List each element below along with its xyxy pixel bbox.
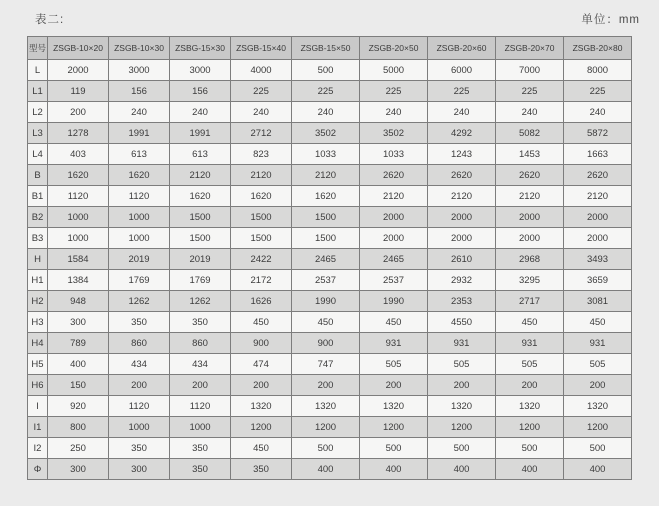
value-cell: 300 xyxy=(48,312,109,333)
value-cell: 2610 xyxy=(428,249,496,270)
value-cell: 948 xyxy=(48,291,109,312)
row-label: I xyxy=(28,396,48,417)
value-cell: 860 xyxy=(170,333,231,354)
value-cell: 434 xyxy=(109,354,170,375)
value-cell: 2120 xyxy=(564,186,632,207)
row-label: H1 xyxy=(28,270,48,291)
value-cell: 3502 xyxy=(292,123,360,144)
value-cell: 450 xyxy=(360,312,428,333)
value-cell: 225 xyxy=(428,81,496,102)
value-cell: 1584 xyxy=(48,249,109,270)
value-cell: 150 xyxy=(48,375,109,396)
value-cell: 7000 xyxy=(496,60,564,81)
value-cell: 931 xyxy=(564,333,632,354)
header-col: ZSGB-15×50 xyxy=(292,37,360,60)
value-cell: 505 xyxy=(360,354,428,375)
value-cell: 225 xyxy=(231,81,292,102)
value-cell: 2120 xyxy=(231,165,292,186)
value-cell: 200 xyxy=(231,375,292,396)
value-cell: 1262 xyxy=(109,291,170,312)
value-cell: 240 xyxy=(109,102,170,123)
value-cell: 400 xyxy=(564,459,632,480)
value-cell: 1384 xyxy=(48,270,109,291)
table-row xyxy=(28,354,632,375)
value-cell: 4550 xyxy=(428,312,496,333)
value-cell: 8000 xyxy=(564,60,632,81)
value-cell: 240 xyxy=(360,102,428,123)
value-cell: 1320 xyxy=(360,396,428,417)
row-label: L4 xyxy=(28,144,48,165)
value-cell: 225 xyxy=(360,81,428,102)
value-cell: 350 xyxy=(170,312,231,333)
value-cell: 1320 xyxy=(292,396,360,417)
row-label: B2 xyxy=(28,207,48,228)
row-label: H3 xyxy=(28,312,48,333)
value-cell: 434 xyxy=(170,354,231,375)
value-cell: 900 xyxy=(292,333,360,354)
value-cell: 1200 xyxy=(564,417,632,438)
value-cell: 1200 xyxy=(428,417,496,438)
value-cell: 1500 xyxy=(292,228,360,249)
row-label: I1 xyxy=(28,417,48,438)
value-cell: 200 xyxy=(564,375,632,396)
value-cell: 400 xyxy=(48,354,109,375)
value-cell: 2000 xyxy=(428,228,496,249)
value-cell: 1626 xyxy=(231,291,292,312)
value-cell: 1320 xyxy=(564,396,632,417)
value-cell: 400 xyxy=(496,459,564,480)
value-cell: 2000 xyxy=(564,207,632,228)
value-cell: 450 xyxy=(292,312,360,333)
table-caption: 表二: xyxy=(35,14,65,26)
value-cell: 2172 xyxy=(231,270,292,291)
value-cell: 240 xyxy=(496,102,564,123)
value-cell: 2422 xyxy=(231,249,292,270)
value-cell: 1500 xyxy=(231,207,292,228)
value-cell: 2712 xyxy=(231,123,292,144)
row-label: B xyxy=(28,165,48,186)
value-cell: 474 xyxy=(231,354,292,375)
value-cell: 240 xyxy=(292,102,360,123)
value-cell: 1620 xyxy=(170,186,231,207)
value-cell: 613 xyxy=(109,144,170,165)
value-cell: 1200 xyxy=(360,417,428,438)
row-label: B1 xyxy=(28,186,48,207)
row-label: H xyxy=(28,249,48,270)
value-cell: 1320 xyxy=(496,396,564,417)
value-cell: 2000 xyxy=(48,60,109,81)
table-row xyxy=(28,249,632,270)
header-col: ZSGB-10×20 xyxy=(48,37,109,60)
value-cell: 156 xyxy=(170,81,231,102)
value-cell: 300 xyxy=(48,459,109,480)
value-cell: 5082 xyxy=(496,123,564,144)
value-cell: 240 xyxy=(231,102,292,123)
value-cell: 400 xyxy=(292,459,360,480)
table-row xyxy=(28,186,632,207)
value-cell: 1620 xyxy=(109,165,170,186)
value-cell: 2717 xyxy=(496,291,564,312)
value-cell: 1620 xyxy=(48,165,109,186)
value-cell: 200 xyxy=(109,375,170,396)
value-cell: 2620 xyxy=(564,165,632,186)
value-cell: 200 xyxy=(428,375,496,396)
value-cell: 2620 xyxy=(496,165,564,186)
value-cell: 1769 xyxy=(109,270,170,291)
row-label: H4 xyxy=(28,333,48,354)
value-cell: 225 xyxy=(496,81,564,102)
value-cell: 225 xyxy=(292,81,360,102)
value-cell: 1500 xyxy=(231,228,292,249)
table-row xyxy=(28,144,632,165)
row-label: B3 xyxy=(28,228,48,249)
value-cell: 1120 xyxy=(109,186,170,207)
header-col: ZSGB-20×70 xyxy=(496,37,564,60)
value-cell: 931 xyxy=(496,333,564,354)
value-cell: 3295 xyxy=(496,270,564,291)
value-cell: 240 xyxy=(428,102,496,123)
value-cell: 1200 xyxy=(496,417,564,438)
value-cell: 505 xyxy=(564,354,632,375)
value-cell: 200 xyxy=(496,375,564,396)
value-cell: 350 xyxy=(170,459,231,480)
value-cell: 240 xyxy=(170,102,231,123)
value-cell: 1620 xyxy=(231,186,292,207)
value-cell: 200 xyxy=(292,375,360,396)
value-cell: 1990 xyxy=(292,291,360,312)
value-cell: 200 xyxy=(170,375,231,396)
unit-label: 单位：mm xyxy=(581,14,640,26)
value-cell: 505 xyxy=(428,354,496,375)
value-cell: 505 xyxy=(496,354,564,375)
value-cell: 5872 xyxy=(564,123,632,144)
value-cell: 4292 xyxy=(428,123,496,144)
value-cell: 823 xyxy=(231,144,292,165)
value-cell: 1500 xyxy=(292,207,360,228)
value-cell: 2353 xyxy=(428,291,496,312)
value-cell: 450 xyxy=(231,438,292,459)
value-cell: 920 xyxy=(48,396,109,417)
value-cell: 2000 xyxy=(428,207,496,228)
row-label: H2 xyxy=(28,291,48,312)
value-cell: 900 xyxy=(231,333,292,354)
value-cell: 1200 xyxy=(231,417,292,438)
value-cell: 1243 xyxy=(428,144,496,165)
value-cell: 2968 xyxy=(496,249,564,270)
header-col: ZSGB-10×30 xyxy=(109,37,170,60)
value-cell: 789 xyxy=(48,333,109,354)
value-cell: 2537 xyxy=(360,270,428,291)
value-cell: 2120 xyxy=(292,165,360,186)
table-row xyxy=(28,396,632,417)
value-cell: 350 xyxy=(170,438,231,459)
header-col: ZSBG-15×30 xyxy=(170,37,231,60)
value-cell: 350 xyxy=(109,312,170,333)
value-cell: 3000 xyxy=(109,60,170,81)
value-cell: 156 xyxy=(109,81,170,102)
value-cell: 1620 xyxy=(292,186,360,207)
value-cell: 400 xyxy=(428,459,496,480)
table-row xyxy=(28,375,632,396)
value-cell: 5000 xyxy=(360,60,428,81)
value-cell: 1278 xyxy=(48,123,109,144)
value-cell: 1120 xyxy=(170,396,231,417)
header-row xyxy=(28,37,632,60)
table-row xyxy=(28,165,632,186)
value-cell: 119 xyxy=(48,81,109,102)
value-cell: 500 xyxy=(292,60,360,81)
value-cell: 1500 xyxy=(170,207,231,228)
table-row xyxy=(28,81,632,102)
row-label: L1 xyxy=(28,81,48,102)
value-cell: 931 xyxy=(428,333,496,354)
value-cell: 500 xyxy=(496,438,564,459)
value-cell: 450 xyxy=(231,312,292,333)
value-cell: 2000 xyxy=(496,207,564,228)
value-cell: 1033 xyxy=(360,144,428,165)
header-model-label: 型号 xyxy=(28,37,48,60)
value-cell: 1262 xyxy=(170,291,231,312)
value-cell: 3000 xyxy=(170,60,231,81)
value-cell: 1000 xyxy=(48,207,109,228)
value-cell: 2000 xyxy=(564,228,632,249)
header-col: ZSGB-20×80 xyxy=(564,37,632,60)
row-label: H6 xyxy=(28,375,48,396)
row-label: Φ xyxy=(28,459,48,480)
value-cell: 2019 xyxy=(170,249,231,270)
header-col: ZSGB-20×60 xyxy=(428,37,496,60)
value-cell: 1453 xyxy=(496,144,564,165)
table-row xyxy=(28,60,632,81)
value-cell: 403 xyxy=(48,144,109,165)
value-cell: 1033 xyxy=(292,144,360,165)
table-row xyxy=(28,438,632,459)
row-label: L xyxy=(28,60,48,81)
value-cell: 2465 xyxy=(292,249,360,270)
value-cell: 1200 xyxy=(292,417,360,438)
value-cell: 2620 xyxy=(428,165,496,186)
row-label: L3 xyxy=(28,123,48,144)
value-cell: 2120 xyxy=(360,186,428,207)
value-cell: 2120 xyxy=(496,186,564,207)
value-cell: 1991 xyxy=(170,123,231,144)
value-cell: 4000 xyxy=(231,60,292,81)
value-cell: 931 xyxy=(360,333,428,354)
table-row xyxy=(28,270,632,291)
value-cell: 2465 xyxy=(360,249,428,270)
value-cell: 3493 xyxy=(564,249,632,270)
value-cell: 500 xyxy=(428,438,496,459)
value-cell: 450 xyxy=(564,312,632,333)
value-cell: 300 xyxy=(109,459,170,480)
value-cell: 1500 xyxy=(170,228,231,249)
value-cell: 6000 xyxy=(428,60,496,81)
value-cell: 2932 xyxy=(428,270,496,291)
row-label: I2 xyxy=(28,438,48,459)
header-col: ZSGB-15×40 xyxy=(231,37,292,60)
value-cell: 400 xyxy=(360,459,428,480)
value-cell: 2537 xyxy=(292,270,360,291)
spec-table xyxy=(27,36,632,480)
table-row xyxy=(28,417,632,438)
value-cell: 3081 xyxy=(564,291,632,312)
value-cell: 2620 xyxy=(360,165,428,186)
value-cell: 747 xyxy=(292,354,360,375)
table-row xyxy=(28,312,632,333)
value-cell: 1120 xyxy=(48,186,109,207)
value-cell: 860 xyxy=(109,333,170,354)
table-row xyxy=(28,228,632,249)
value-cell: 500 xyxy=(360,438,428,459)
value-cell: 1991 xyxy=(109,123,170,144)
value-cell: 350 xyxy=(109,438,170,459)
value-cell: 2120 xyxy=(428,186,496,207)
table-row xyxy=(28,102,632,123)
value-cell: 2000 xyxy=(360,228,428,249)
value-cell: 1769 xyxy=(170,270,231,291)
value-cell: 2000 xyxy=(360,207,428,228)
value-cell: 800 xyxy=(48,417,109,438)
table-body xyxy=(28,60,632,480)
value-cell: 1320 xyxy=(231,396,292,417)
table-row xyxy=(28,333,632,354)
value-cell: 1000 xyxy=(170,417,231,438)
table-row xyxy=(28,459,632,480)
table-row xyxy=(28,207,632,228)
value-cell: 1663 xyxy=(564,144,632,165)
value-cell: 350 xyxy=(231,459,292,480)
table-row xyxy=(28,123,632,144)
value-cell: 2000 xyxy=(496,228,564,249)
value-cell: 3659 xyxy=(564,270,632,291)
value-cell: 1000 xyxy=(48,228,109,249)
value-cell: 3502 xyxy=(360,123,428,144)
value-cell: 1000 xyxy=(109,417,170,438)
value-cell: 1000 xyxy=(109,228,170,249)
value-cell: 2019 xyxy=(109,249,170,270)
value-cell: 250 xyxy=(48,438,109,459)
value-cell: 500 xyxy=(564,438,632,459)
value-cell: 240 xyxy=(564,102,632,123)
value-cell: 1990 xyxy=(360,291,428,312)
value-cell: 1120 xyxy=(109,396,170,417)
table-row xyxy=(28,291,632,312)
row-label: L2 xyxy=(28,102,48,123)
value-cell: 450 xyxy=(496,312,564,333)
value-cell: 200 xyxy=(360,375,428,396)
value-cell: 1320 xyxy=(428,396,496,417)
value-cell: 1000 xyxy=(109,207,170,228)
value-cell: 200 xyxy=(48,102,109,123)
value-cell: 225 xyxy=(564,81,632,102)
value-cell: 500 xyxy=(292,438,360,459)
value-cell: 2120 xyxy=(170,165,231,186)
header-col: ZSGB-20×50 xyxy=(360,37,428,60)
row-label: H5 xyxy=(28,354,48,375)
value-cell: 613 xyxy=(170,144,231,165)
